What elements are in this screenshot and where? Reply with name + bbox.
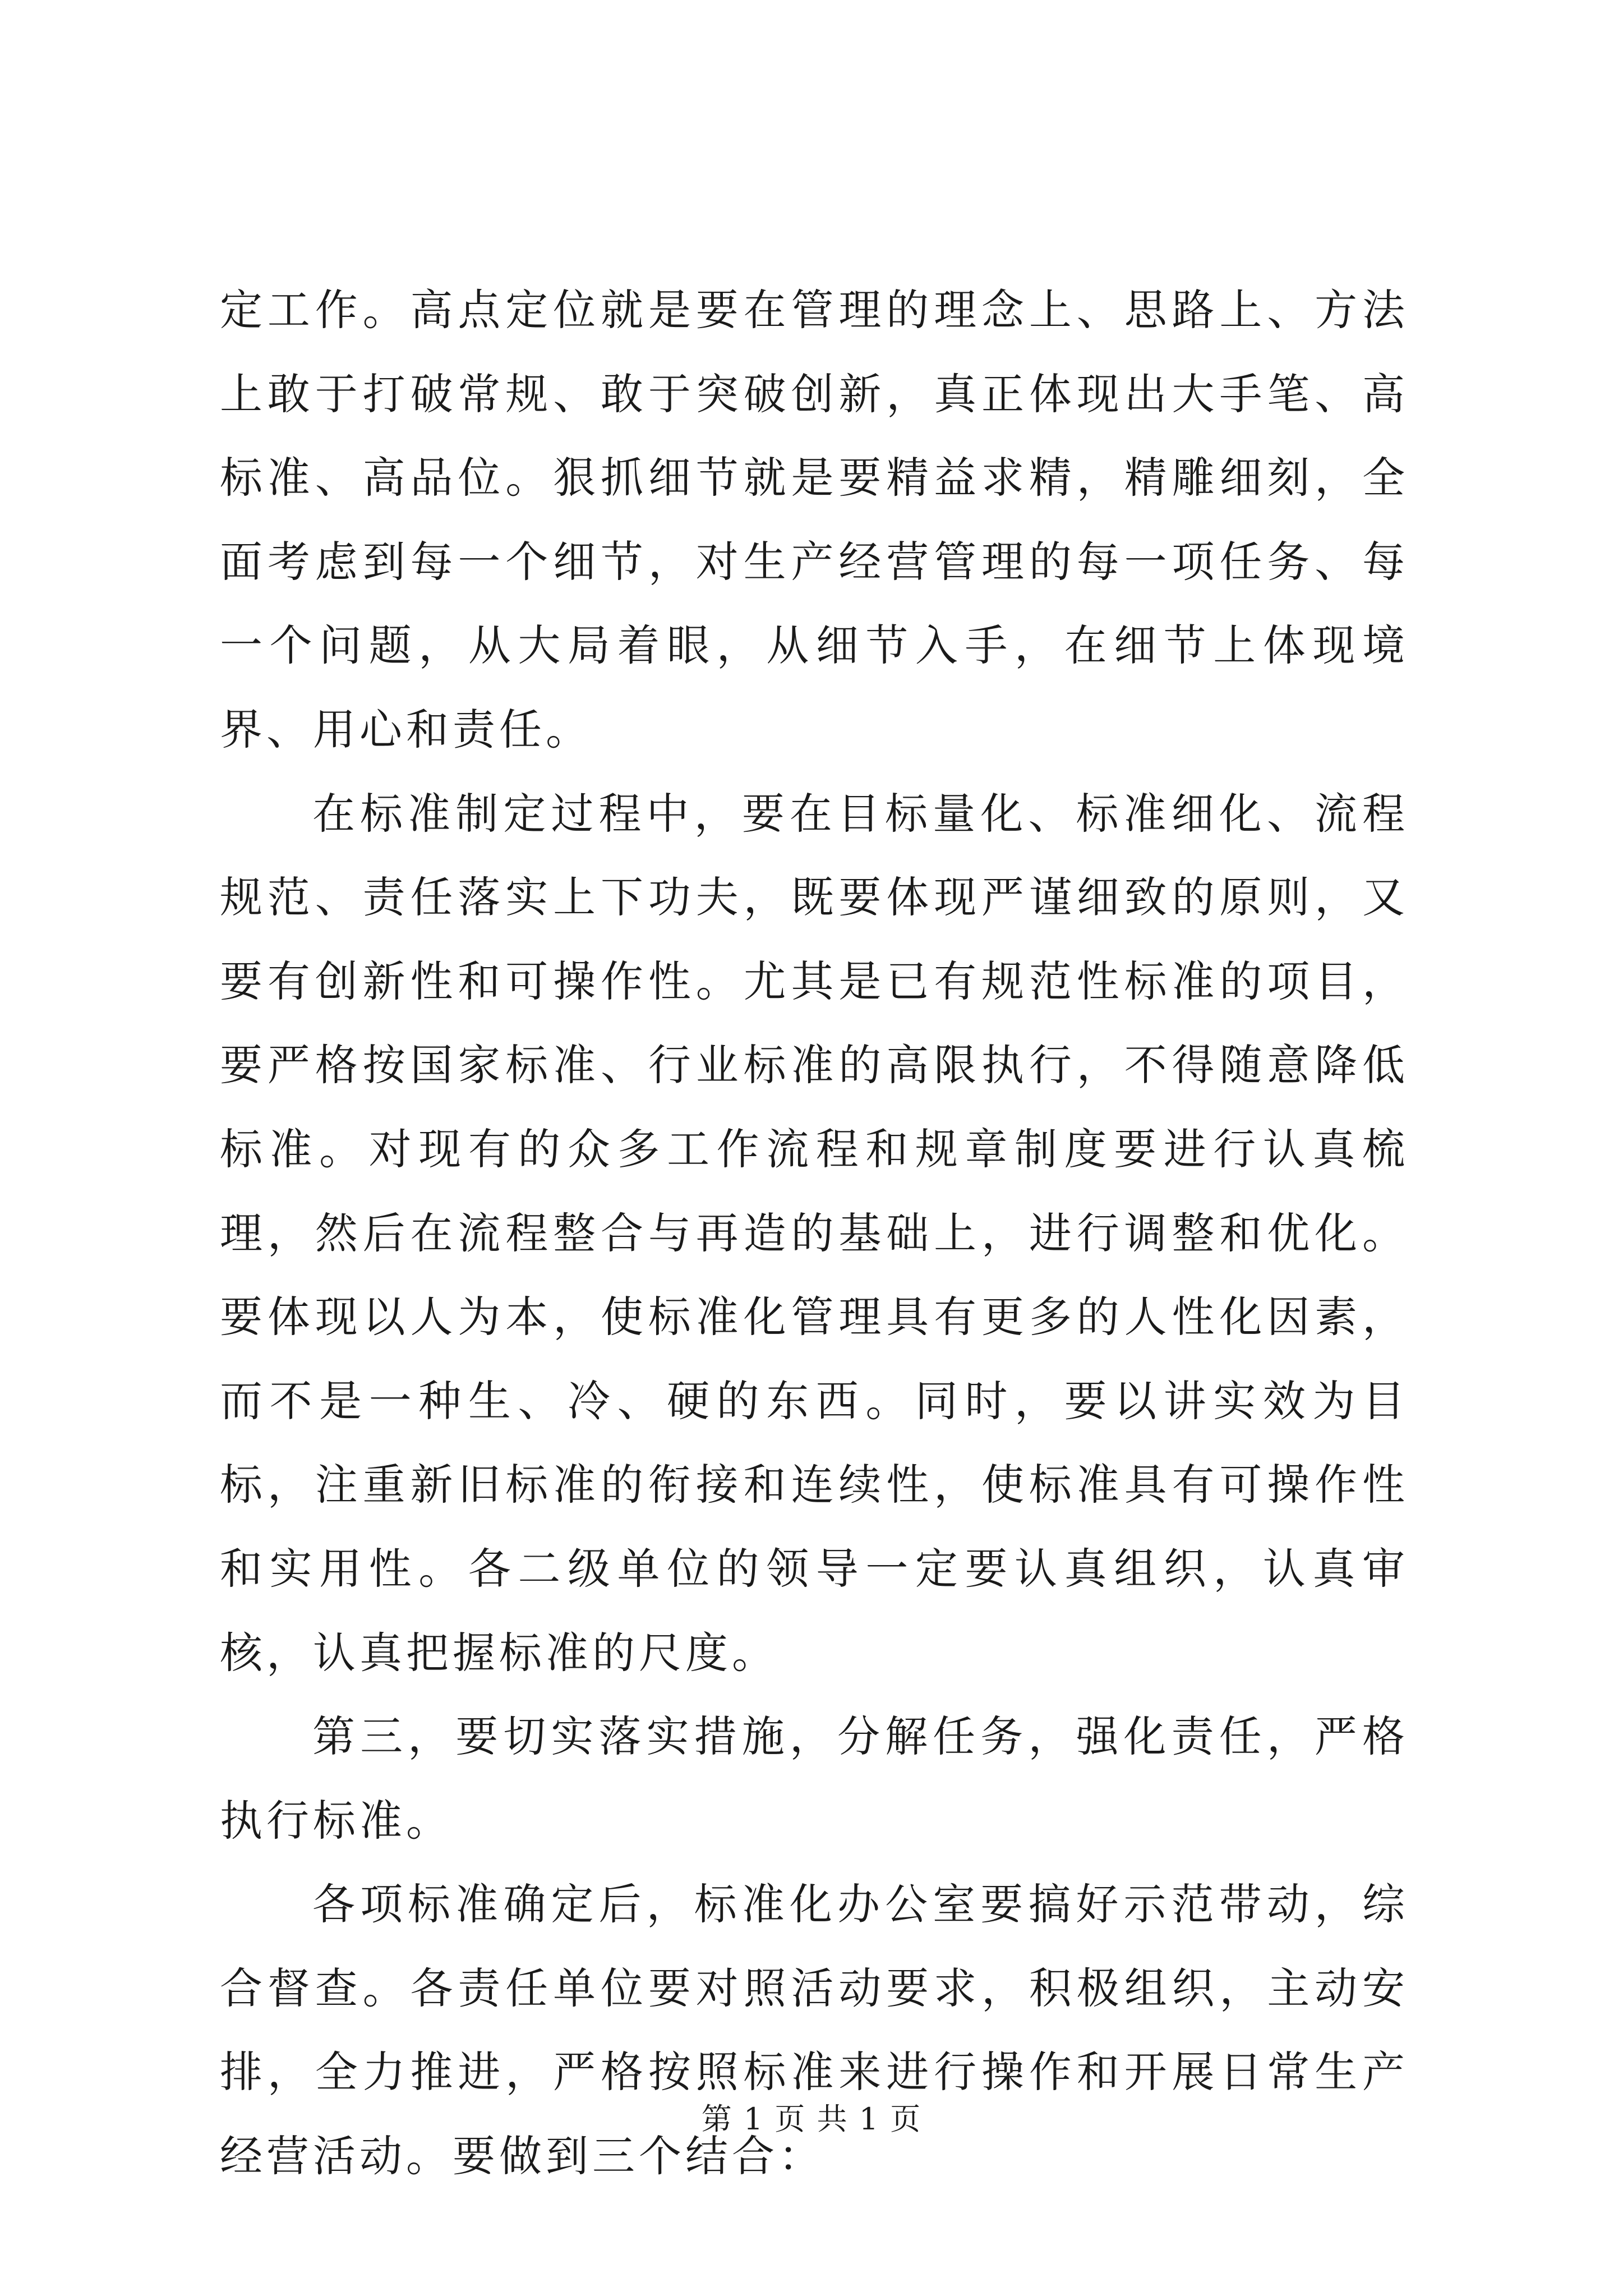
document-body — [220, 268, 1409, 2198]
paragraph-standard-formulation: 在标准制定过程中，要在目标量化、标准细化、流程规范、责任落实上下功夫，既要体现严谨细致的原则，又要有创新性和可操作性。尤其是已有规范性标准的项目，要严格按国家标准、行业标准的高限执行，不得随意降低标准。对现有的众多工作流程和规章制度要进行认真梳理，然后在流程整合与再造的基础上，进行调整和优化。要体现以人为本，使标准化管理具有更多的人性化因素，而不是一种生、冷、硬的东西。同时，要以讲实效为目标，注重新旧标准的衔接和连续性，使标准具有可操作性和实用性。各二级单位的领导一定要认真组织，认真审核，认真把握标准的尺度。 — [220, 788, 1409, 1678]
paragraph-continuation: 定工作。高点定位就是要在管理的理念上、思路上、方法上敢于打破常规、敢于突破创新，真正体现出大手笔、高标准、高品位。狠抓细节就是要精益求精，精雕细刻，全面考虑到每一个细节，对生产经营管理的每一项任务、每一个问题，从大局着眼，从细节入手，在细节上体现境界、用心和责任。 — [220, 285, 1409, 754]
paragraph-third-point-heading: 第三，要切实落实措施，分解任务，强化责任，严格执行标准。 — [220, 1711, 1409, 1846]
paragraph-implementation: 各项标准确定后，标准化办公室要搞好示范带动，综合督查。各责任单位要对照活动要求，积极组织，主动安排，全力推进，严格按照标准来进行操作和开展日常生产经营活动。要做到三个结合： — [220, 1879, 1409, 2182]
page-footer: 第 1 页 共 1 页 — [701, 2101, 922, 2137]
